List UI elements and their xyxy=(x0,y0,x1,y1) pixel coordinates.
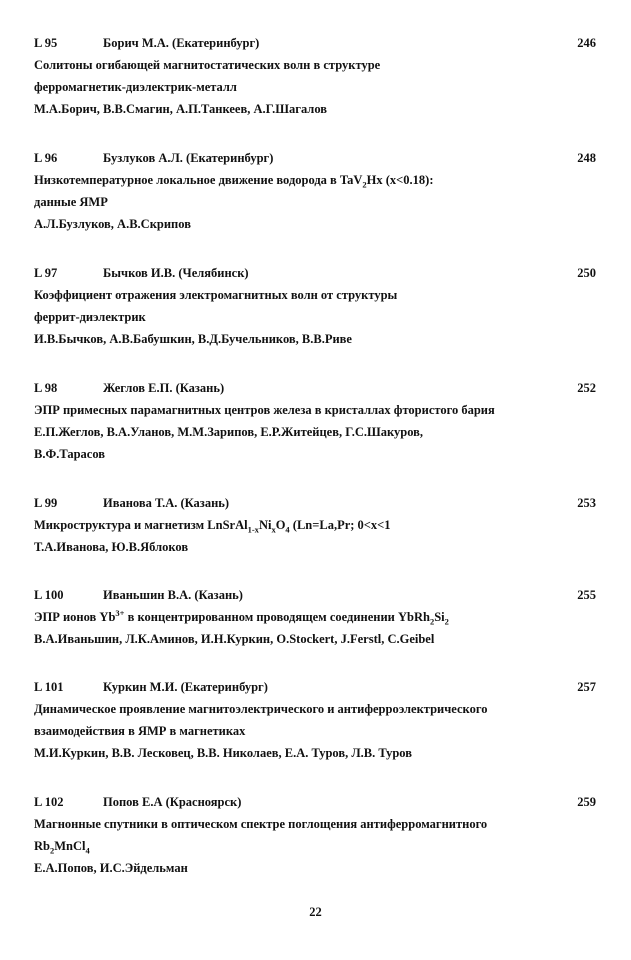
entry-page: 257 xyxy=(577,680,596,694)
entry-presenter: Жеглов Е.П. (Казань) xyxy=(103,381,225,395)
entry-page: 252 xyxy=(577,381,596,395)
entry-header xyxy=(34,791,596,813)
entry-header xyxy=(34,492,596,514)
title-text: Hx (x<0.18): xyxy=(366,173,434,187)
entry-title-line xyxy=(34,169,596,191)
entry-title-line xyxy=(34,514,596,536)
entry-code: L 102 xyxy=(34,795,64,809)
entry-presenter: Бычков И.В. (Челябинск) xyxy=(103,266,249,280)
entry-presenter: Попов Е.А (Красноярск) xyxy=(103,795,242,809)
entry-l101 xyxy=(34,676,596,764)
title-text: в концентрированном проводящем соединении YbRh xyxy=(124,610,430,624)
entry-authors: Е.П.Жеглов, В.А.Уланов, М.М.Зарипов, Е.Р.Житейцев, Г.С.Шакуров, xyxy=(34,425,424,439)
entry-page: 248 xyxy=(577,151,596,165)
entry-code: L 98 xyxy=(34,381,58,395)
entry-l96 xyxy=(34,147,596,235)
entry-presenter: Иванова Т.А. (Казань) xyxy=(103,496,230,510)
title-text: Rb xyxy=(34,839,50,853)
entry-page: 250 xyxy=(577,266,596,280)
entry-page: 259 xyxy=(577,795,596,809)
entry-title-line: данные ЯМР xyxy=(34,195,108,209)
title-subscript: 2 xyxy=(362,179,367,190)
title-subscript: 2 xyxy=(444,616,449,627)
entry-title-line: Коэффициент отражения электромагнитных волн от структуры xyxy=(34,288,398,302)
title-text: Si xyxy=(434,610,445,624)
entry-page: 253 xyxy=(577,496,596,510)
page-number: 22 xyxy=(309,905,322,919)
entry-l102 xyxy=(34,791,596,879)
entry-code: L 100 xyxy=(34,588,64,602)
title-text: Ni xyxy=(258,518,272,532)
entry-title-line: ферромагнетик-диэлектрик-металл xyxy=(34,80,237,94)
entry-authors: В.А.Иваньшин, Л.К.Аминов, И.Н.Куркин, O.Stockert, J.Ferstl, C.Geibel xyxy=(34,632,435,646)
title-subscript: 2 xyxy=(429,616,435,627)
entry-page: 255 xyxy=(577,588,596,602)
entry-l98 xyxy=(34,377,596,465)
entry-code: L 101 xyxy=(34,680,64,694)
title-subscript: 1-x xyxy=(247,524,259,535)
title-text: ЭПР ионов Yb xyxy=(34,610,116,624)
entry-l97 xyxy=(34,262,596,350)
title-text: MnCl xyxy=(54,839,86,853)
entry-header xyxy=(34,377,596,399)
entry-authors: А.Л.Бузлуков, А.В.Скрипов xyxy=(34,217,191,231)
title-subscript: 2 xyxy=(49,845,55,856)
entry-presenter: Бузлуков А.Л. (Екатеринбург) xyxy=(103,151,274,165)
entry-title-line: взаимодействия в ЯМР в магнетиках xyxy=(34,724,246,738)
entry-l99 xyxy=(34,492,596,558)
title-text: (Ln=La,Pr; 0<x<1 xyxy=(289,518,391,532)
entry-code: L 96 xyxy=(34,151,58,165)
entry-header xyxy=(34,32,596,54)
entry-code: L 95 xyxy=(34,36,58,50)
entry-title-line: феррит-диэлектрик xyxy=(34,310,146,324)
title-subscript: 4 xyxy=(285,524,290,535)
entry-title-line xyxy=(34,606,596,628)
entry-presenter: Иваньшин В.А. (Казань) xyxy=(103,588,243,602)
entry-l100 xyxy=(34,584,596,650)
entry-header xyxy=(34,147,596,169)
entry-title-line: Магнонные спутники в оптическом спектре поглощения антиферромагнитного xyxy=(34,817,488,831)
entry-authors: В.Ф.Тарасов xyxy=(34,447,106,461)
entry-header xyxy=(34,584,596,606)
title-subscript: 4 xyxy=(85,845,90,856)
entry-authors: М.И.Куркин, В.В. Лесковец, В.В. Николаев, Е.А. Туров, Л.В. Туров xyxy=(34,746,412,760)
entry-title-line: Динамическое проявление магнитоэлектрического и антиферроэлектрического xyxy=(34,702,488,716)
entry-title-line xyxy=(34,835,596,857)
entry-authors: М.А.Борич, В.В.Смагин, А.П.Танкеев, А.Г.Шагалов xyxy=(34,102,328,116)
title-text: Микроструктура и магнетизм LnSrAl xyxy=(34,518,248,532)
entry-presenter: Борич М.А. (Екатеринбург) xyxy=(103,36,260,50)
entry-title-line: ЭПР примесных парамагнитных центров железа в кристаллах фтористого бария xyxy=(34,403,495,417)
entry-header xyxy=(34,676,596,698)
entry-authors: Т.А.Иванова, Ю.В.Яблоков xyxy=(34,540,189,554)
entry-code: L 97 xyxy=(34,266,58,280)
entry-authors: Е.А.Попов, И.С.Эйдельман xyxy=(34,861,188,875)
entry-header xyxy=(34,262,596,284)
entry-page: 246 xyxy=(577,36,596,50)
entry-authors: И.В.Бычков, А.В.Бабушкин, В.Д.Бучельников, В.В.Риве xyxy=(34,332,352,346)
title-superscript: 3+ xyxy=(115,607,125,618)
entry-title-line: Солитоны огибающей магнитостатических волн в структуре xyxy=(34,58,381,72)
entry-code: L 99 xyxy=(34,496,58,510)
title-text: Низкотемпературное локальное движение водорода в TaV xyxy=(34,173,363,187)
title-subscript: x xyxy=(271,524,276,535)
title-text: O xyxy=(275,518,286,532)
entry-presenter: Куркин М.И. (Екатеринбург) xyxy=(103,680,268,694)
entry-l95 xyxy=(34,32,596,120)
